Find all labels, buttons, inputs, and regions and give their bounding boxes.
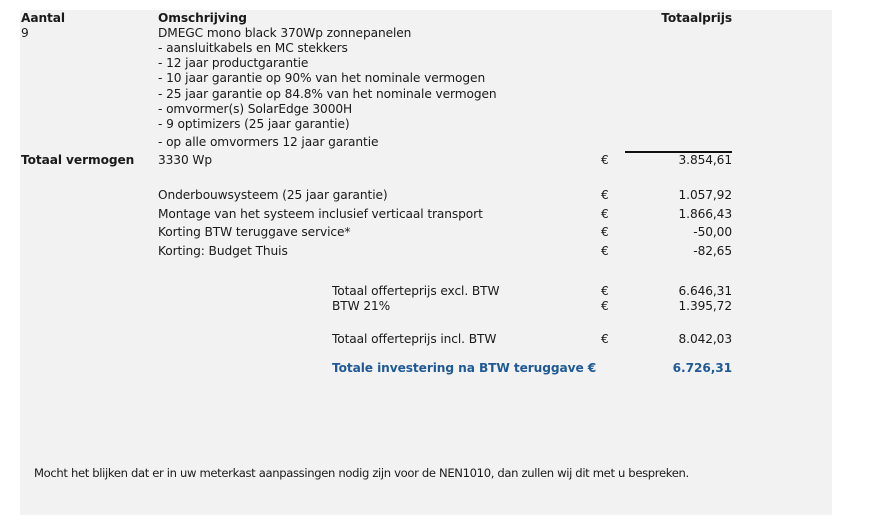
product-feature: - 12 jaar productgarantie <box>158 56 309 70</box>
extra-label: Onderbouwsysteem (25 jaar garantie) <box>158 188 388 202</box>
vat-currency: € <box>601 299 609 313</box>
total-excl-currency: € <box>601 284 609 298</box>
extra-label: Korting: Budget Thuis <box>158 244 288 258</box>
product-qty: 9 <box>21 26 29 40</box>
extra-price: -50,00 <box>693 225 732 239</box>
header-description: Omschrijving <box>158 11 247 25</box>
power-currency: € <box>601 153 609 167</box>
total-incl-price: 8.042,03 <box>678 332 732 346</box>
extra-price: 1.057,92 <box>678 188 732 202</box>
meter-cabinet-note: Mocht het blijken dat er in uw meterkast aanpassingen nodig zijn voor de NEN1010, dan zullen wij dit met u bespreken. <box>34 466 689 480</box>
investment-price: 6.726,31 <box>672 361 732 375</box>
extra-label: Montage van het systeem inclusief verticaal transport <box>158 207 483 221</box>
vat-label: BTW 21% <box>332 299 391 313</box>
power-price: 3.854,61 <box>678 153 732 167</box>
product-title: DMEGC mono black 370Wp zonnepanelen <box>158 26 412 40</box>
product-feature: - 10 jaar garantie op 90% van het nominale vermogen <box>158 71 486 85</box>
product-feature: - 25 jaar garantie op 84.8% van het nominale vermogen <box>158 87 497 101</box>
total-excl-price: 6.646,31 <box>678 284 732 298</box>
header-qty: Aantal <box>21 11 65 25</box>
extra-label: Korting BTW teruggave service* <box>158 225 351 239</box>
product-feature: - 9 optimizers (25 jaar garantie) <box>158 117 350 131</box>
extra-currency: € <box>601 207 609 221</box>
vat-price: 1.395,72 <box>678 299 732 313</box>
power-value: 3330 Wp <box>158 153 212 167</box>
header-total: Totaalprijs <box>661 11 732 25</box>
extra-price: -82,65 <box>693 244 732 258</box>
extra-price: 1.866,43 <box>678 207 732 221</box>
total-incl-label: Totaal offerteprijs incl. BTW <box>332 332 497 346</box>
product-feature: - omvormer(s) SolarEdge 3000H <box>158 102 353 116</box>
power-label: Totaal vermogen <box>21 153 135 167</box>
total-excl-label: Totaal offerteprijs excl. BTW <box>332 284 500 298</box>
product-feature: - op alle omvormers 12 jaar garantie <box>158 135 379 149</box>
extra-currency: € <box>601 244 609 258</box>
total-incl-currency: € <box>601 332 609 346</box>
extra-currency: € <box>601 188 609 202</box>
extra-currency: € <box>601 225 609 239</box>
product-feature: - aansluitkabels en MC stekkers <box>158 41 348 55</box>
investment-label: Totale investering na BTW teruggave € <box>332 361 597 375</box>
